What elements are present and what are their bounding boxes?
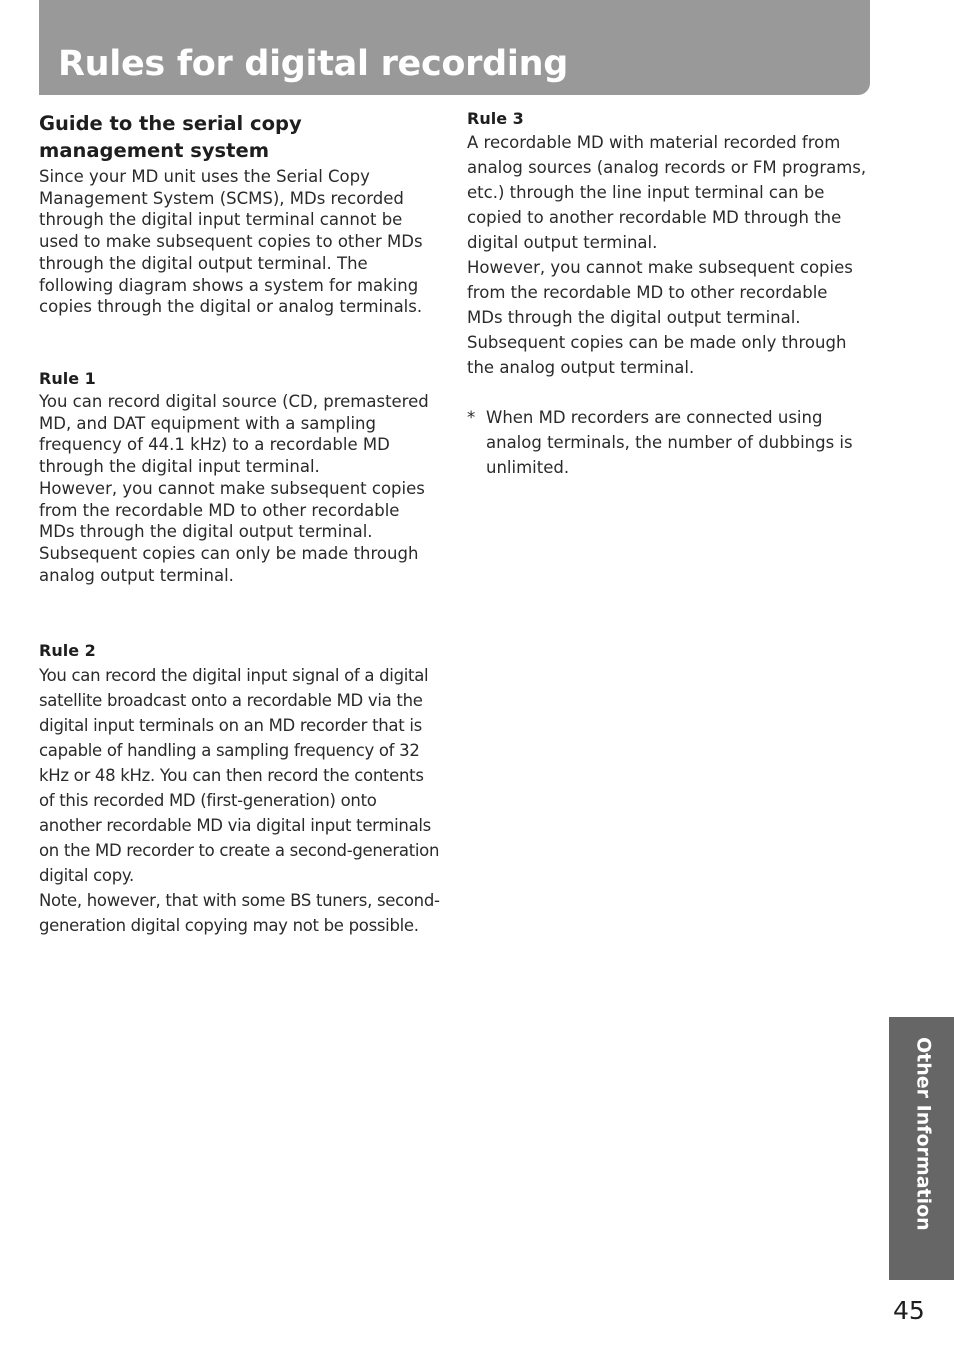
rule2-body: You can record the digital input signal of a digital satellite broadcast onto a recordable MD via the digital input terminals on an MD recorder that is capable of handling a sampling frequency of 32 kHz or 48 kHz. You can then record the contents of this recorded MD (first-generation) onto another recordable MD via digital input terminals on the MD recorder to create a second-generation digital copy. Note, however, that with some BS tuners, second-generation digital copying may not be possible. bbox=[39, 666, 440, 935]
guide-heading: Guide to the serial copy management system bbox=[39, 112, 302, 162]
guide-body: Since your MD unit uses the Serial Copy Management System (SCMS), MDs recorded through the digital input terminal cannot be used to make subsequent copies to other MDs through the digital output terminal. The following diagram shows a system for making copies through the digital or analog terminals. bbox=[39, 167, 423, 317]
rule1-body: You can record digital source (CD, premastered MD, and DAT equipment with a sampling frequency of 44.1 kHz) to a recordable MD through the digital input terminal. However, you cannot make subsequent copies from the recordable MD to other recordable MDs through the digital output terminal. Subsequent copies can only be made through analog output terminal. bbox=[39, 392, 429, 585]
footnote-mark: * bbox=[467, 408, 476, 427]
rule3-heading: Rule 3 bbox=[467, 109, 524, 128]
title-bar bbox=[39, 0, 870, 95]
section-tab-label: Other Information bbox=[912, 1037, 935, 1231]
section-tab bbox=[889, 1017, 954, 1280]
rule1-heading: Rule 1 bbox=[39, 369, 96, 388]
footnote-text: When MD recorders are connected using analog terminals, the number of dubbings is unlimited. bbox=[486, 408, 853, 477]
page-number: 45 bbox=[893, 1296, 925, 1325]
rule3-body: A recordable MD with material recorded from analog sources (analog records or FM programs, etc.) through the line input terminal can be copied to another recordable MD through the digital output terminal. However, you cannot make subsequent copies from the recordable MD to other recordable MDs through the digital output terminal. Subsequent copies can be made only through the analog output terminal. bbox=[467, 133, 867, 377]
page-title: Rules for digital recording bbox=[58, 44, 568, 84]
rule2-heading: Rule 2 bbox=[39, 641, 96, 660]
footnote bbox=[467, 405, 867, 480]
